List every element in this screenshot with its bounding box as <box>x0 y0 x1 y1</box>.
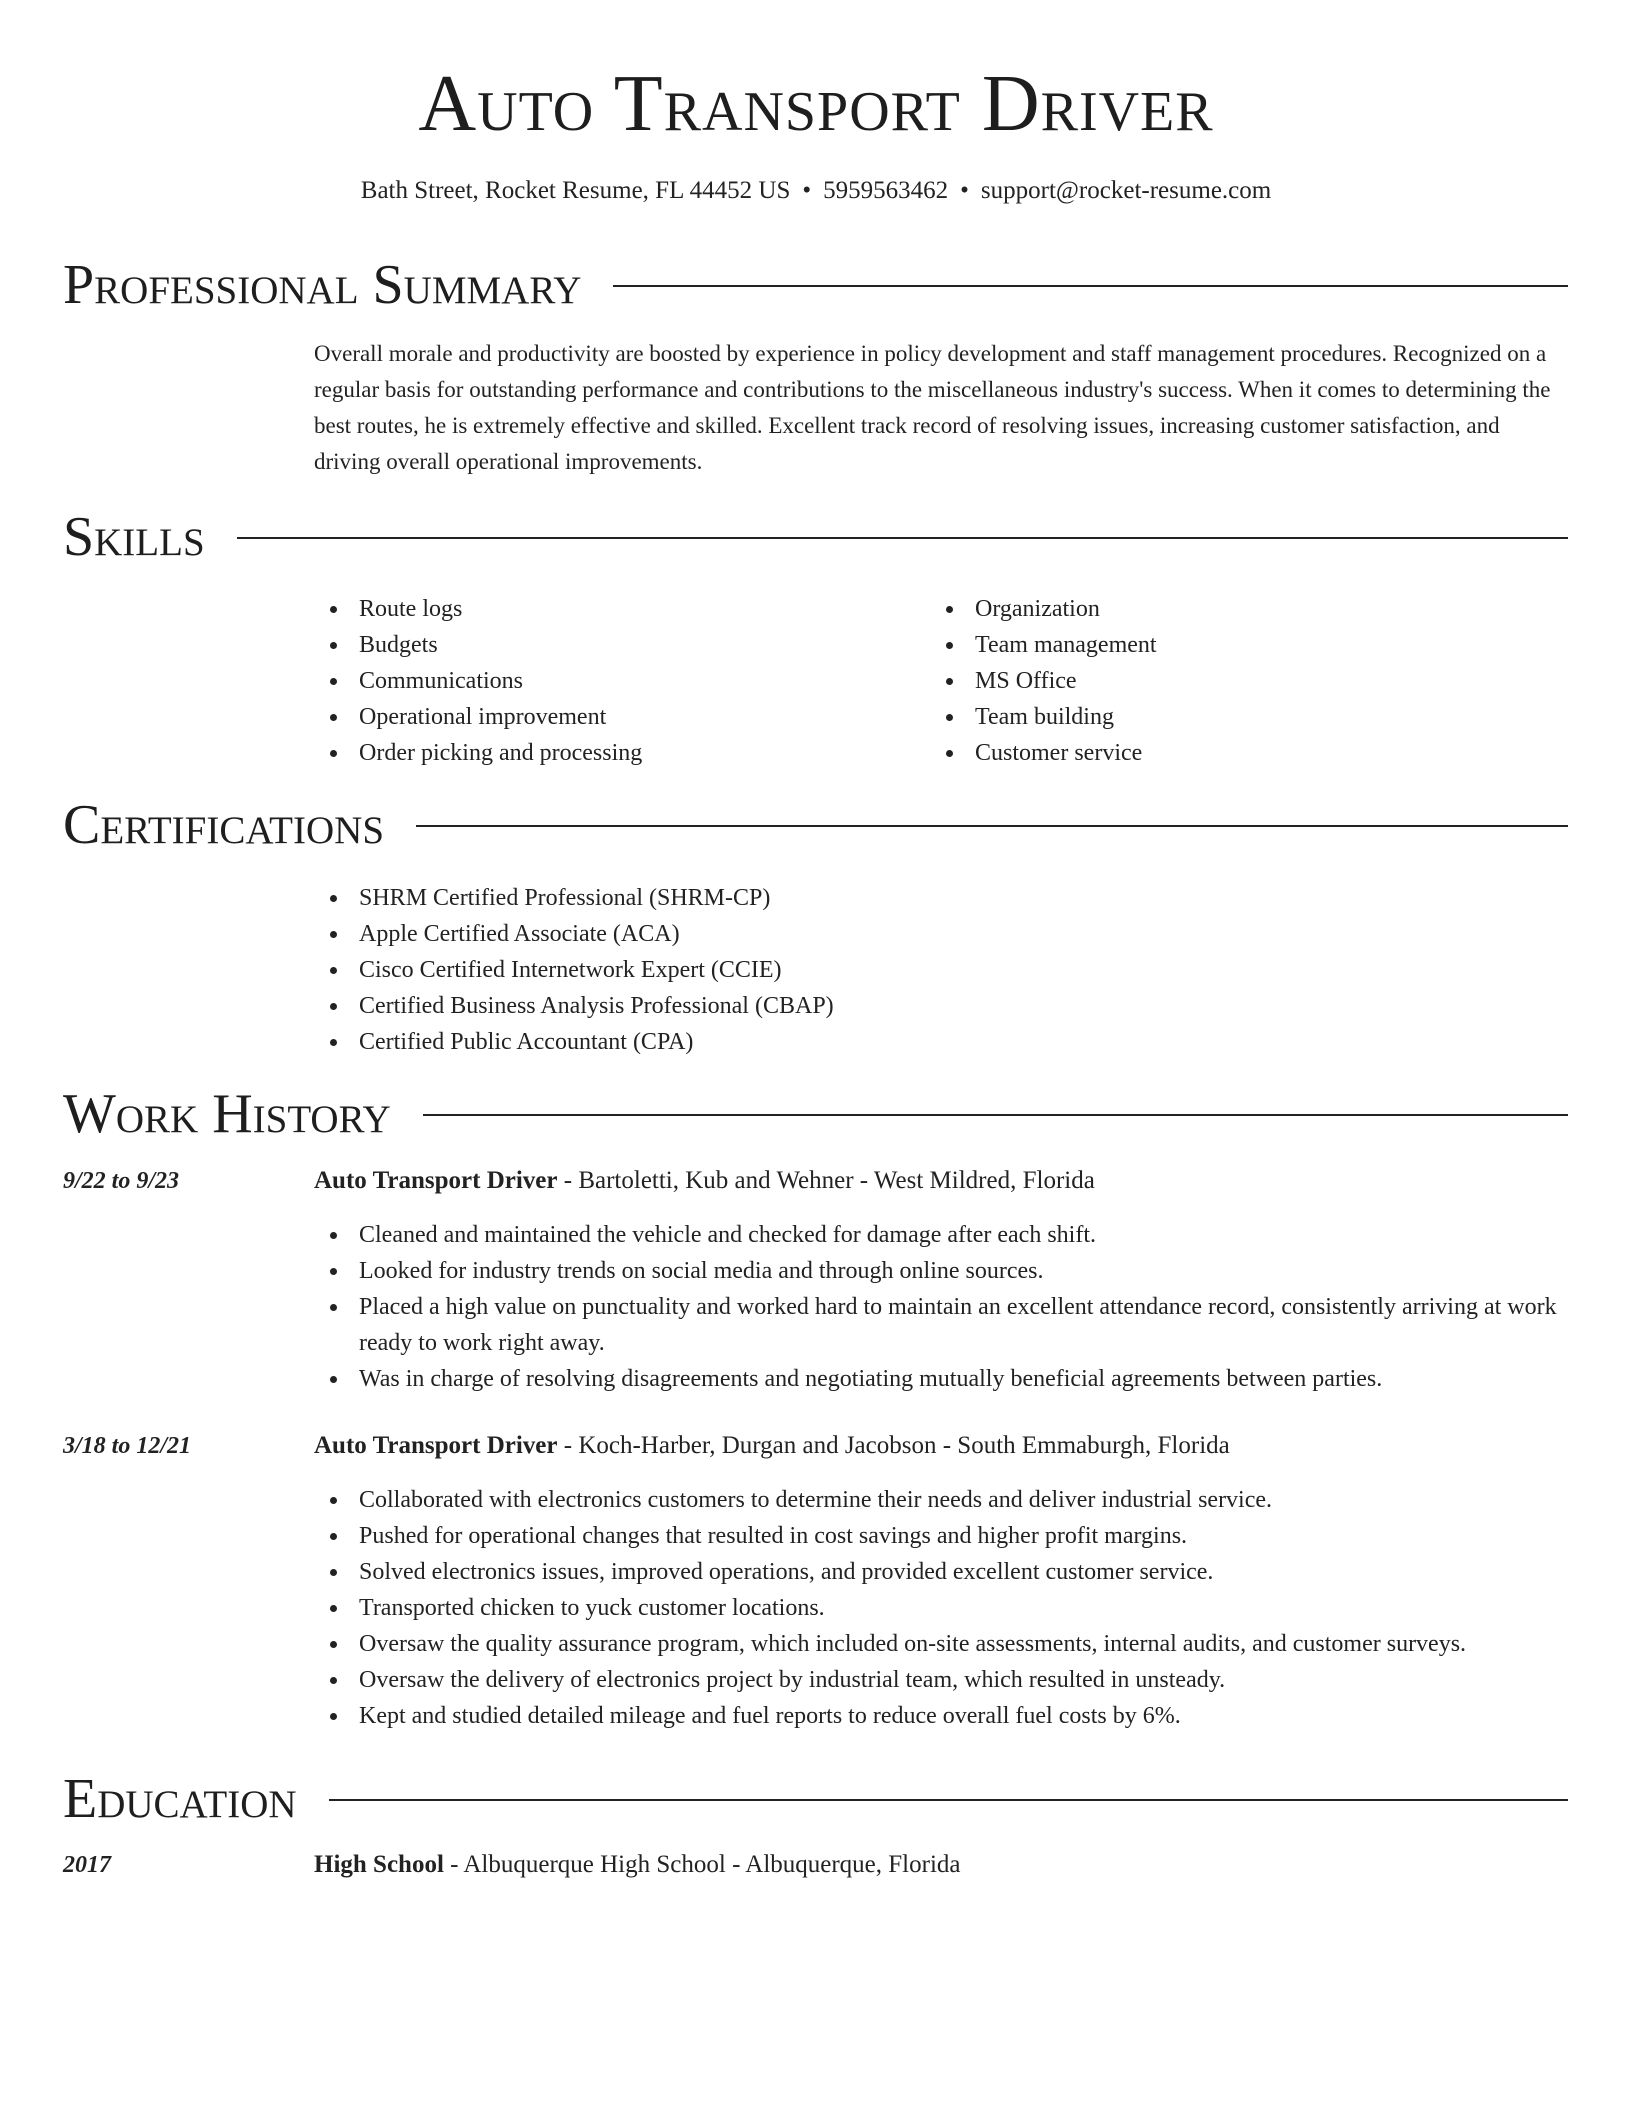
school-details: - Albuquerque High School - Albuquerque, Florida <box>443 1851 961 1878</box>
list-item: Certified Business Analysis Professional (CBAP) <box>314 988 1566 1024</box>
section-divider <box>423 1114 1568 1116</box>
list-item: Transported chicken to yuck customer locations. <box>314 1590 1566 1626</box>
section-title: Work History <box>63 1083 391 1145</box>
list-item: Pushed for operational changes that resulted in cost savings and higher profit margins. <box>314 1518 1566 1554</box>
list-item: Certified Public Accountant (CPA) <box>314 1024 1566 1060</box>
education-line <box>314 1847 961 1883</box>
section-divider <box>329 1799 1568 1801</box>
section-title: Skills <box>63 506 205 568</box>
list-item: Cisco Certified Internetwork Expert (CCIE) <box>314 952 1566 988</box>
job-duties-list <box>314 1482 1566 1734</box>
list-item: Communications <box>314 663 914 699</box>
list-item: Cleaned and maintained the vehicle and checked for damage after each shift. <box>314 1217 1566 1253</box>
job-duties-list <box>314 1217 1566 1397</box>
certifications-list <box>314 880 1566 1060</box>
list-item: Budgets <box>314 627 914 663</box>
list-item: Team building <box>930 699 1530 735</box>
address: Bath Street, Rocket Resume, FL 44452 US <box>360 177 791 204</box>
skills-section-header <box>63 505 1568 569</box>
list-item: Placed a high value on punctuality and worked hard to maintain an excellent attendance record, consistently arriving at work ready to work right away. <box>314 1289 1566 1361</box>
list-item: Route logs <box>314 591 914 627</box>
job-title-line <box>314 1428 1230 1464</box>
list-item: SHRM Certified Professional (SHRM-CP) <box>314 880 1566 916</box>
job-role: Auto Transport Driver <box>314 1167 558 1194</box>
list-item: Team management <box>930 627 1530 663</box>
certifications-section-header <box>63 793 1568 857</box>
list-item: Organization <box>930 591 1530 627</box>
list-item: Collaborated with electronics customers to determine their needs and deliver industrial service. <box>314 1482 1566 1518</box>
job-dates: 3/18 to 12/21 <box>63 1433 192 1459</box>
section-divider <box>416 825 1568 827</box>
job-role: Auto Transport Driver <box>314 1432 558 1459</box>
section-title: Certifications <box>63 794 385 856</box>
education-section-header <box>63 1767 1568 1831</box>
list-item: MS Office <box>930 663 1530 699</box>
job-title-line <box>314 1163 1095 1199</box>
phone: 5959563462 <box>823 177 949 204</box>
list-item: Oversaw the delivery of electronics project by industrial team, which resulted in unsteady. <box>314 1662 1566 1698</box>
list-item: Was in charge of resolving disagreements and negotiating mutually beneficial agreements between parties. <box>314 1361 1566 1397</box>
contact-line <box>0 174 1632 208</box>
section-divider <box>613 285 1568 287</box>
section-title: Professional Summary <box>63 254 582 316</box>
email: support@rocket-resume.com <box>980 177 1272 204</box>
degree: High School <box>314 1851 444 1878</box>
summary-section-header <box>63 253 1568 317</box>
list-item: Looked for industry trends on social media and through online sources. <box>314 1253 1566 1289</box>
skills-list-left <box>314 591 914 771</box>
list-item: Apple Certified Associate (ACA) <box>314 916 1566 952</box>
list-item: Customer service <box>930 735 1530 771</box>
education-year: 2017 <box>63 1852 111 1878</box>
job-employer: - Bartoletti, Kub and Wehner - West Mildred, Florida <box>557 1167 1095 1194</box>
list-item: Kept and studied detailed mileage and fuel reports to reduce overall fuel costs by 6%. <box>314 1698 1566 1734</box>
separator: • <box>960 177 969 204</box>
summary-text: Overall morale and productivity are boosted by experience in policy development and staff management procedures. Recognized on a regular basis for outstanding performance and contributions to the miscellaneous industry's success. When it comes to determining the best routes, he is extremely effective and skilled. Excellent track record of resolving issues, increasing customer satisfaction, and driving overall operational improvements. <box>314 341 1551 474</box>
section-title: Education <box>63 1768 297 1830</box>
candidate-name: Auto Transport Driver <box>418 60 1214 148</box>
list-item: Solved electronics issues, improved operations, and provided excellent customer service. <box>314 1554 1566 1590</box>
section-divider <box>237 537 1568 539</box>
job-dates: 9/22 to 9/23 <box>63 1168 180 1194</box>
skills-list-right <box>930 591 1530 771</box>
job-employer: - Koch-Harber, Durgan and Jacobson - South Emmaburgh, Florida <box>557 1432 1230 1459</box>
separator: • <box>802 177 812 204</box>
list-item: Operational improvement <box>314 699 914 735</box>
list-item: Oversaw the quality assurance program, which included on-site assessments, internal audits, and customer surveys. <box>314 1626 1566 1662</box>
list-item: Order picking and processing <box>314 735 914 771</box>
work-history-section-header <box>63 1082 1568 1146</box>
